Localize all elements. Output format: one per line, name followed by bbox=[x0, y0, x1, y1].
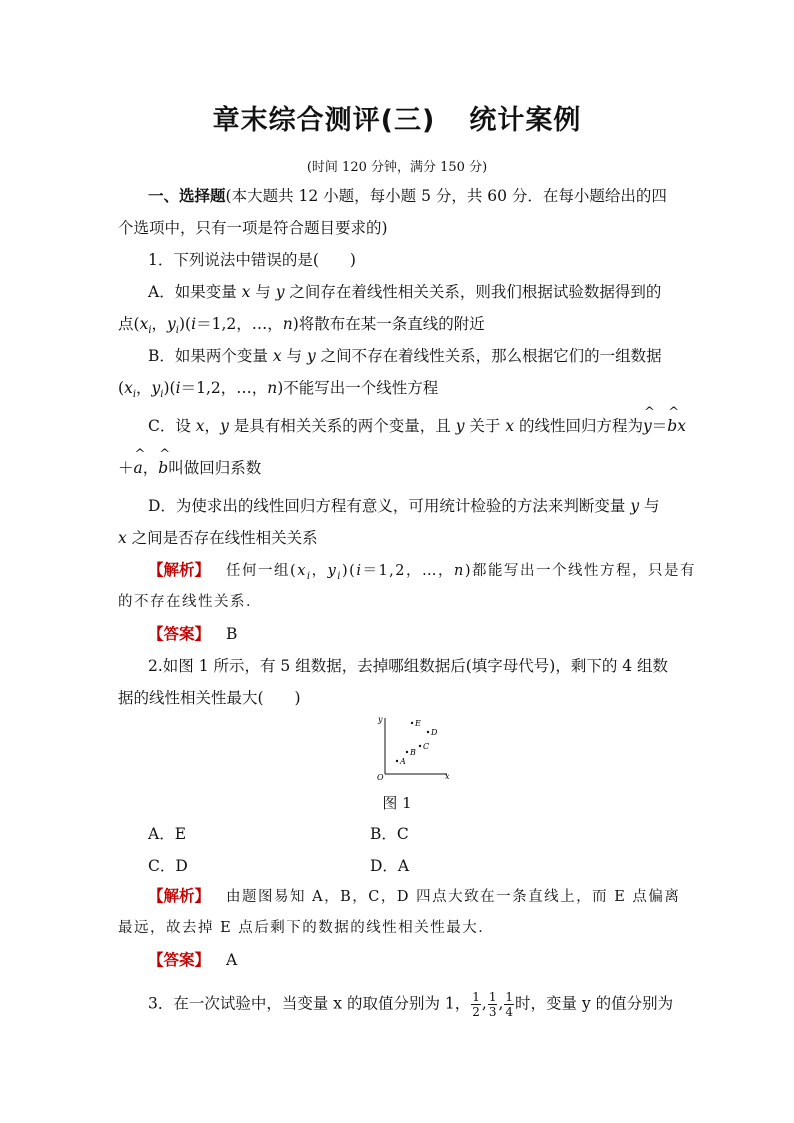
q1-option-c-line1: C．设 x，y 是具有相关关系的两个变量，且 y 关于 x 的线性回归方程为^ y＝^ bx bbox=[148, 416, 686, 436]
point-a-dot bbox=[396, 760, 398, 762]
analysis-label: 【解析】 bbox=[148, 561, 211, 579]
analysis-label-2: 【解析】 bbox=[148, 887, 211, 905]
q2-stem-line1: 2.如图 1 所示，有 5 组数据，去掉哪组数据后(填字母代号)，剩下的 4 组数 bbox=[148, 657, 669, 675]
point-c-dot bbox=[419, 745, 421, 747]
q2-analysis-line2: 最远，故去掉 E 点后剩下的数据的线性相关性最大． bbox=[118, 920, 495, 936]
exam-meta: (时间 120 分钟，满分 150 分) bbox=[306, 160, 488, 175]
scatter-figure bbox=[373, 714, 453, 784]
section-desc-2: 个选项中，只有一项是符合题目要求的) bbox=[118, 219, 388, 237]
section-heading: 一、选择题 bbox=[148, 187, 226, 205]
q3-stem-pre: 3．在一次试验中，当变量 x 的取值分别为 1， bbox=[148, 994, 471, 1013]
q3-stem-line1: 3．在一次试验中，当变量 x 的取值分别为 1， $\frac{1}{2}$ , $\frac{1}{3}$ , $\frac{1}{4}$ 时，变量 y 的值分别为 bbox=[148, 990, 674, 1019]
fraction-half: $\frac{1}{2}$ bbox=[472, 990, 480, 1019]
q3-stem-post: 时，变量 y 的值分别为 bbox=[515, 994, 674, 1013]
point-b-label: B bbox=[410, 748, 416, 757]
figure-origin: O bbox=[377, 773, 384, 782]
q1-option-b-line1: B．如果两个变量 x 与 y 之间不存在着线性关系，那么根据它们的一组数据 bbox=[148, 347, 662, 365]
answer-label-2: 【答案】 bbox=[148, 951, 211, 969]
answer-label: 【答案】 bbox=[148, 625, 211, 643]
figure-caption: 图 1 bbox=[382, 794, 412, 812]
fraction-third: $\frac{1}{3}$ bbox=[488, 990, 497, 1019]
q2-analysis-text-1: 由题图易知 A，B，C，D 四点大致在一条直线上，而 E 点偏离 bbox=[226, 889, 681, 905]
fraction-quarter: $\frac{1}{4}$ bbox=[505, 990, 514, 1019]
point-b-dot bbox=[406, 751, 408, 753]
q2-option-a: A．E bbox=[148, 825, 187, 843]
figure-axis-x: x bbox=[445, 772, 450, 781]
point-d-label: D bbox=[431, 728, 438, 737]
q2-answer-line bbox=[148, 950, 237, 970]
point-e-label: E bbox=[415, 719, 421, 728]
point-e-dot bbox=[411, 722, 413, 724]
q2-option-c: C．D bbox=[148, 857, 188, 875]
q1-stem: 1．下列说法中错误的是( ) bbox=[148, 251, 356, 269]
q1-analysis-line2: 的不存在线性关系． bbox=[118, 594, 262, 610]
q2-option-d: D．A bbox=[370, 857, 410, 875]
point-c-label: C bbox=[423, 742, 430, 751]
page-title bbox=[0, 98, 794, 137]
q1-option-a-line1: A．如果变量 x 与 y 之间存在着线性相关关系，则我们根据试验数据得到的 bbox=[148, 283, 662, 301]
q1-answer: B bbox=[226, 625, 238, 643]
title-main: 章末综合测评(三) bbox=[212, 105, 436, 136]
q1-answer-line bbox=[148, 624, 237, 644]
q1-option-a-line2: 点($x_i$，$y_i)(i=1,2$，…，n)将散布在某一条直线的附近 bbox=[118, 315, 485, 337]
section-heading-line bbox=[148, 186, 667, 206]
q2-option-b: B．C bbox=[370, 825, 409, 843]
q1-analysis-line1: 【解析】 任何一组($x_i$，$y_i)(i=1,2$，…，n)都能写出一个线性方程，只是有 bbox=[148, 561, 697, 582]
section-desc-1: (本大题共 12 小题，每小题 5 分，共 60 分．在每小题给出的四 bbox=[225, 187, 667, 205]
title-sub: 统计案例 bbox=[469, 105, 582, 136]
q1-option-d-line1: D．为使求出的线性回归方程有意义，可用统计检验的方法来判断变量 y 与 bbox=[148, 497, 660, 515]
q2-analysis-line1 bbox=[148, 886, 680, 907]
point-d-dot bbox=[427, 731, 429, 733]
q2-answer: A bbox=[226, 951, 238, 969]
q1-option-c-line2: ＋^ a，^ b叫做回归系数 bbox=[118, 458, 261, 478]
q1-option-b-line2: ($x_i$，$y_i)(i=1,2$，…，n)不能写出一个线性方程 bbox=[118, 379, 439, 401]
point-a-label: A bbox=[400, 757, 406, 766]
q1-option-d-line2: x 之间是否存在线性相关关系 bbox=[118, 529, 318, 547]
q2-stem-line2: 据的线性相关性最大( ) bbox=[118, 689, 301, 707]
figure-axis-y: y bbox=[378, 715, 383, 724]
